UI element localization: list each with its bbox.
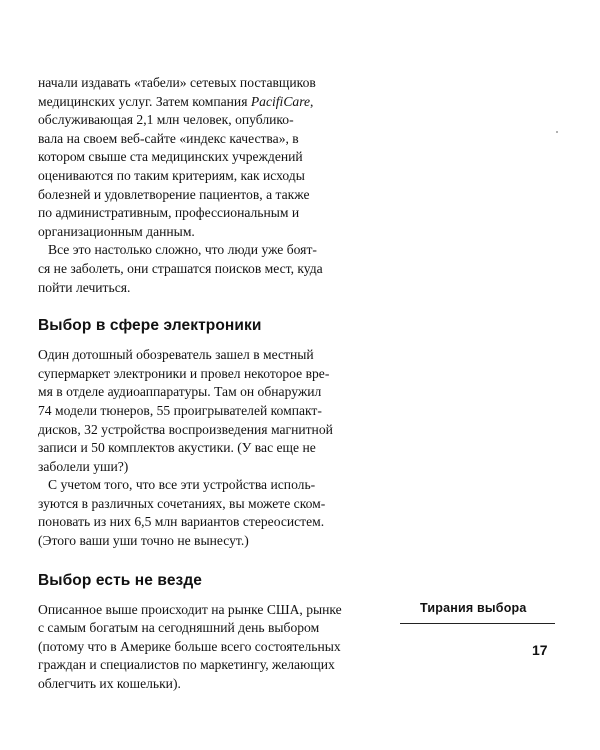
text-line: С учетом того, что все эти устройства исполь- <box>48 477 316 493</box>
text-line: Все это настолько сложно, что люди уже боят- <box>48 242 317 258</box>
text-line: записи и 50 комплектов акустики. (У вас еще не <box>38 440 316 456</box>
text-line: оцениваются по таким критериям, как исходы <box>38 167 305 183</box>
paragraph-healthcare-report-cards <box>38 74 378 241</box>
company-name: PacifiCare <box>250 93 311 109</box>
text-line: заболели уши?) <box>38 458 129 474</box>
text-line: мя в отделе аудиоаппаратуры. Там он обнаружил <box>38 384 322 400</box>
text-fragment: , <box>310 93 314 109</box>
text-line: пойти лечиться. <box>38 279 131 295</box>
text-line: супермаркет электроники и провел некоторое вре- <box>38 365 330 381</box>
text-line: (Этого ваши уши точно не вынесут.) <box>38 533 249 549</box>
page-number: 17 <box>532 642 548 658</box>
paragraph-us-market <box>38 601 378 694</box>
text-line: граждан и специалистов по маркетингу, желающих <box>38 657 335 673</box>
paragraph-electronics-store <box>38 346 378 476</box>
running-head-rule <box>400 623 555 624</box>
text-line: болезней и удовлетворение пациентов, а также <box>38 186 310 202</box>
text-line: Описанное выше происходит на рынке США, рынке <box>38 601 342 617</box>
paragraph-stereo-combinations <box>38 476 378 550</box>
text-line: облегчить их кошельки). <box>38 676 181 692</box>
text-line: организационным данным. <box>38 223 195 239</box>
section-heading-electronics: Выбор в сфере электроники <box>38 317 262 335</box>
paragraph-fear-of-choosing <box>38 241 378 297</box>
text-line: поновать из них 6,5 млн вариантов стереосистем. <box>38 514 325 530</box>
text-line: по административным, профессиональным и <box>38 205 300 221</box>
text-line <box>38 93 378 112</box>
text-line: 74 модели тюнеров, 55 проигрывателей компакт- <box>38 402 322 418</box>
text-line: Один дотошный обозреватель зашел в местный <box>38 347 314 363</box>
text-line: (потому что в Америке больше всего состоятельных <box>38 638 341 654</box>
text-line: обслуживающая 2,1 млн человек, опублико- <box>38 112 294 128</box>
text-line: начали издавать «табели» сетевых поставщиков <box>38 75 316 90</box>
body-text-column <box>38 74 378 694</box>
running-head-book-title: Тирания выбора <box>420 601 527 615</box>
text-line: вала на своем веб-сайте «индекс качества», в <box>38 130 299 146</box>
text-line: котором свыше ста медицинских учреждений <box>38 149 303 165</box>
section-heading-not-everywhere: Выбор есть не везде <box>38 571 203 589</box>
text-line: зуются в различных сочетаниях, вы можете ском- <box>38 495 326 511</box>
text-line: дисков, 32 устройства воспроизведения магнитной <box>38 421 333 437</box>
scan-speck <box>556 131 558 133</box>
text-line: ся не заболеть, они страшатся поисков мест, куда <box>38 260 323 276</box>
text-fragment: медицинских услуг. Затем компания <box>38 93 251 109</box>
text-line: с самым богатым на сегодняшний день выбором <box>38 620 320 636</box>
